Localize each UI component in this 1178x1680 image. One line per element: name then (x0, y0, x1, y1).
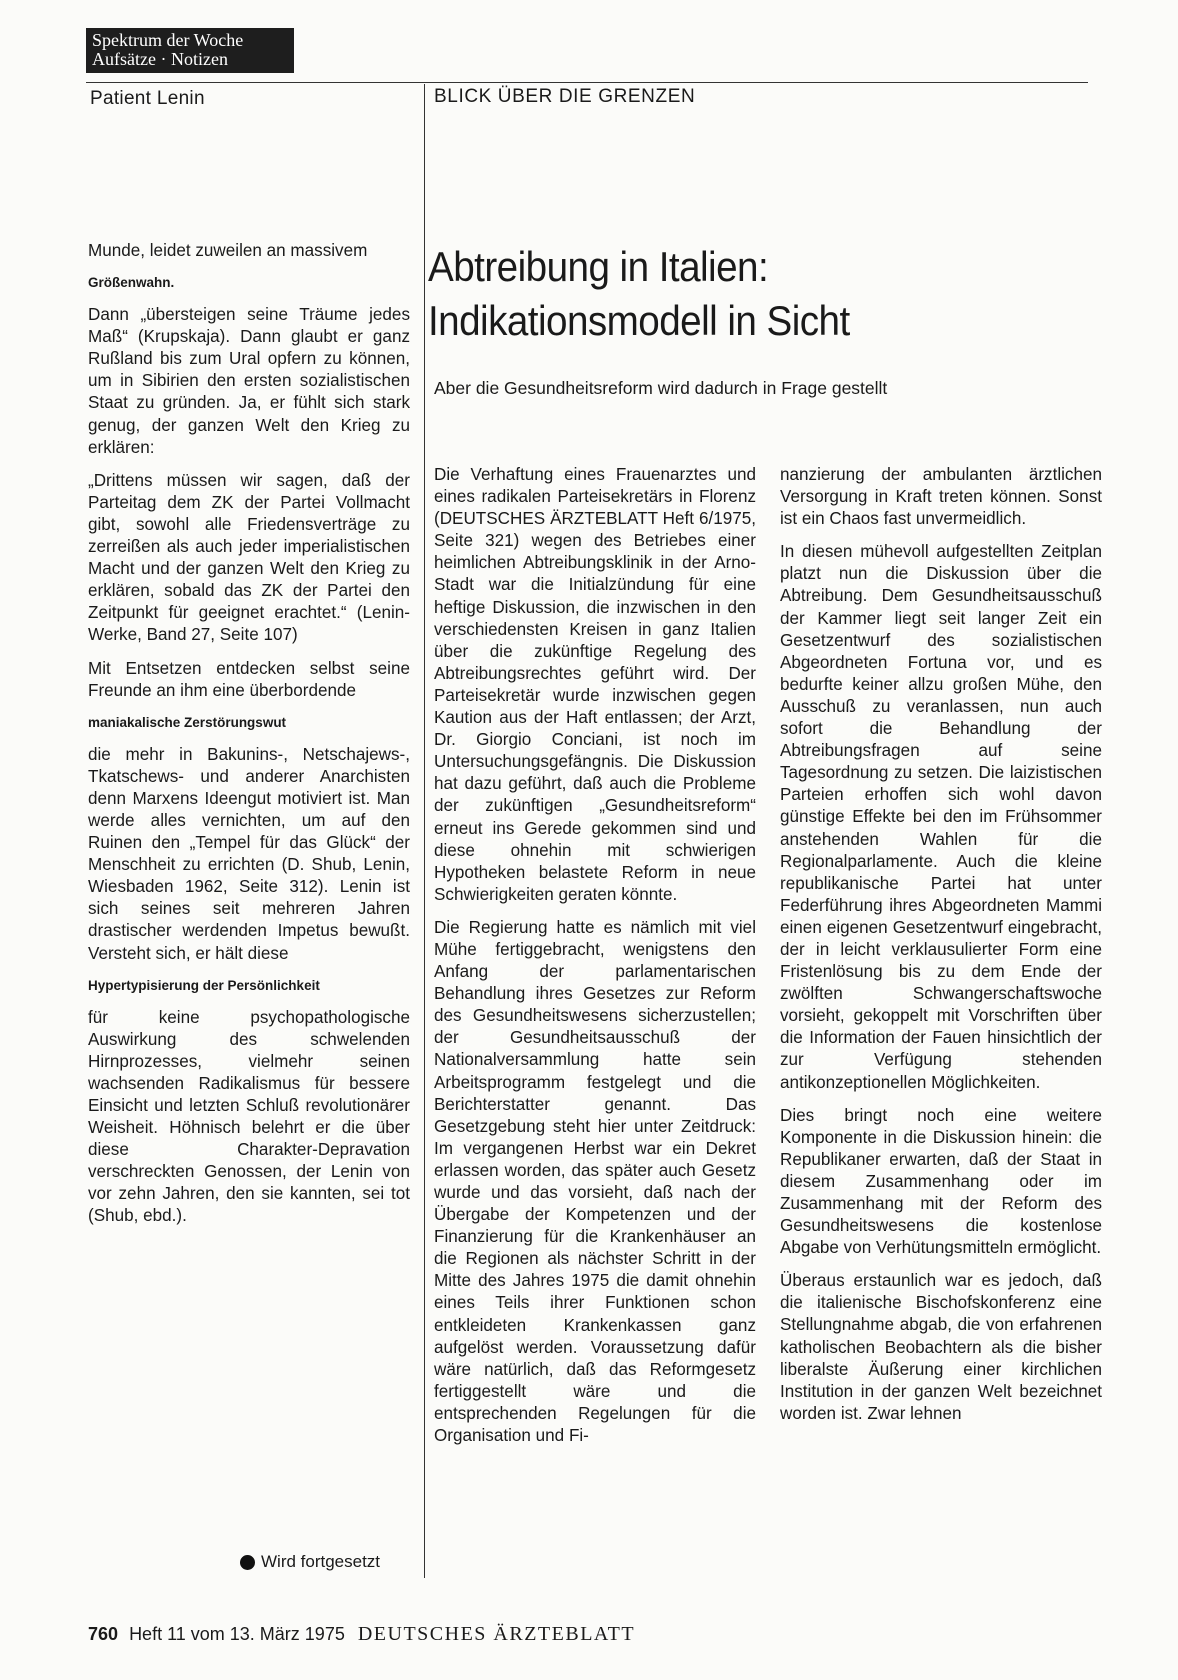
header-line-1: Spektrum der Woche (92, 30, 244, 50)
left-section-title: Patient Lenin (90, 88, 205, 109)
paragraph: Dies bringt noch eine weitere Komponente in die Diskussion hinein: die Republikaner erwarten, daß der Staat in diesem Zusammenhang oder im Zusammenhang mit der Reform des Gesundheitswesens die kostenlose Abgabe von Verhütungsmitteln ermöglicht. (780, 1105, 1102, 1258)
left-column (88, 240, 410, 1228)
continued-note (240, 1552, 380, 1572)
right-section-title: BLICK ÜBER DIE GRENZEN (434, 86, 696, 107)
bullet-icon (240, 1555, 255, 1570)
paragraph: für keine psychopathologische Auswirkung des schwelenden Hirnprozesses, vielmehr seinen wachsenden Radikalismus für bessere Einsicht und letzten Schluß revolutionärer Weisheit. Höhnisch belehrt er die über diese Charakter-Depravation verschreckten Genossen, der Lenin von vor zehn Jahren, den sie kannten, sei tot (Shub, ebd.). (88, 1007, 410, 1226)
paragraph: Dann „übersteigen seine Träume jedes Maß“ (Krupskaja). Dann glaubt er ganz Rußland bis zum Ural opfern zu können, um in Sibirien den ersten sozialistischen Staat zu gründen. Ja, er fühlt sich stark genug, der ganzen Welt den Krieg zu erklären: (88, 305, 410, 457)
page-number: 760 (88, 1624, 119, 1644)
subheading: Hypertypisierung der Persönlichkeit (88, 977, 320, 993)
subheading: Größenwahn. (88, 275, 175, 291)
middle-column (434, 464, 756, 1447)
right-column (780, 464, 1102, 1425)
paragraph: In diesen mühevoll aufgestellten Zeitplan platzt nun die Diskussion über die Abtreibung. Dem Gesundheitsausschuß der Kammer liegt seit langer Zeit ein Gesetzentwurf des sozialistischen Abgeordneten Fortuna vor, und es bedurfte keiner allzu großen Mühe, den Ausschuß zu veranlassen, nun auch sofort die Behandlung der Abtreibungsfragen auf seine Tagesordnung zu setzen. Die laizistischen Parteien erhoffen sich wohl davon günstige Effekte bei den im Frühsommer anstehenden Wahlen für die Regionalparlamente. Auch die kleine republikanische Partei hat unter Federführung ihres Abgeordneten Mammi einen eigenen Gesetzentwurf eingebracht, der in leicht verklausulierter Form eine Fristenlösung bis zu dem Ende der zwölften Schwangerschaftswoche vorsieht, gekoppelt mit Vorschriften über die Information der Fauen hinsichtlich der zur Verfügung stehenden antikonzeptionellen Möglichkeiten. (780, 542, 1102, 1092)
subheading: maniakalische Zerstörungswut (88, 714, 287, 730)
headline-line-2: Indikationsmodell in Sicht (428, 297, 850, 344)
paragraph: Die Verhaftung eines Frauenarztes und eines radikalen Parteisekretärs in Florenz (DEUTSCHES ÄRZTEBLATT Heft 6/1975, Seite 321) wegen des Betriebes einer heimlichen Abtreibungsklinik in der Arno-Stadt war die Initialzündung für eine heftige Diskussion, die inzwischen in den verschiedensten Kreisen in ganz Italien über die zukünftige Regelung des Abtreibungsrechtes geführt wird. Der Parteisekretär wurde inzwischen gegen Kaution aus der Haft entlassen; der Arzt, Dr. Giorgio Conciani, ist noch im Untersuchungsgefängnis. Die Diskussion hat dazu geführt, daß auch die Probleme der zukünftigen „Gesundheitsreform“ erneut ins Gerede gekommen sind und diese ohnehin mit schwierigen Hypotheken belastete Reform in neue Schwierigkeiten geraten könnte. (434, 465, 756, 904)
continued-label: Wird fortgesetzt (261, 1552, 381, 1571)
paragraph: Überaus erstaunlich war es jedoch, daß die italienische Bischofskonferenz eine Stellungnahme abgab, die von erfahrenen katholischen Beobachtern als die bisher liberalste Äußerung einer kirchlichen Institution in der ganzen Welt bezeichnet worden ist. Zwar lehnen (780, 1271, 1102, 1423)
headline-line-1: Abtreibung in Italien: (428, 243, 769, 290)
article-headline (428, 240, 850, 348)
paragraph: die mehr in Bakunins-, Netschajews-, Tkatschews- und anderer Anarchisten denn Marxens Ideengut motiviert ist. Man werde alles vernichten, um auf den Ruinen den „Tempel für das Glück“ der Menschheit zu errichten (D. Shub, Lenin, Wiesbaden 1962, Seite 312). Lenin ist sich seines seit mehreren Jahren drastischer werdenden Impetus bewußt. Versteht sich, er hält diese (88, 744, 410, 963)
issue-info: Heft 11 vom 13. März 1975 (129, 1624, 345, 1644)
section-header-box (86, 28, 294, 73)
column-divider (424, 84, 425, 1578)
paragraph: Munde, leidet zuweilen an massivem (88, 241, 368, 260)
article-dek: Aber die Gesundheitsreform wird dadurch in Frage gestellt (434, 378, 888, 398)
paragraph: nanzierung der ambulanten ärztlichen Versorgung in Kraft treten können. Sonst ist ein Chaos fast unvermeidlich. (780, 465, 1102, 529)
top-rule (86, 82, 1088, 83)
quote-paragraph: „Drittens müssen wir sagen, daß der Parteitag dem ZK der Partei Vollmacht gibt, sowohl alle Friedensverträge zu zerreißen als auch jeder imperialistischen Macht und der ganzen Welt den Krieg zu erklären, sobald das ZK der Partei den Zeitpunkt für geeignet erachtet.“ (Lenin-Werke, Band 27, Seite 107) (88, 470, 410, 645)
publication-name: DEUTSCHES ÄRZTEBLATT (357, 1623, 636, 1645)
page-footer (88, 1623, 635, 1646)
paragraph: Mit Entsetzen entdecken selbst seine Freunde an ihm eine überbordende (88, 658, 410, 700)
paragraph: Die Regierung hatte es nämlich mit viel Mühe fertiggebracht, wenigstens den Anfang der parlamentarischen Behandlung ihres Gesetzes zur Reform des Gesundheitswesens sicherzustellen; der Gesundheitsausschuß der Nationalversammlung hatte sein Arbeitsprogramm festgelegt und die Berichterstatter genannt. Das Gesetzgebung steht hier unter Zeitdruck: Im vergangenen Herbst war ein Dekret erlassen worden, das später auch Gesetz wurde und das vorsieht, daß nach der Übergabe der Kompetenzen und der Finanzierung für die Krankenhäuser an die Regionen als nächster Schritt in der Mitte des Jahres 1975 die damit ohnehin eines Teils ihrer Funktionen schon entkleideten Krankenkassen ganz aufgelöst werden. Voraussetzung dafür wäre natürlich, daß das Reformgesetz fertiggestellt wäre und die entsprechenden Regelungen für die Organisation und Fi- (434, 917, 756, 1446)
header-line-2: Aufsätze · Notizen (92, 49, 228, 69)
